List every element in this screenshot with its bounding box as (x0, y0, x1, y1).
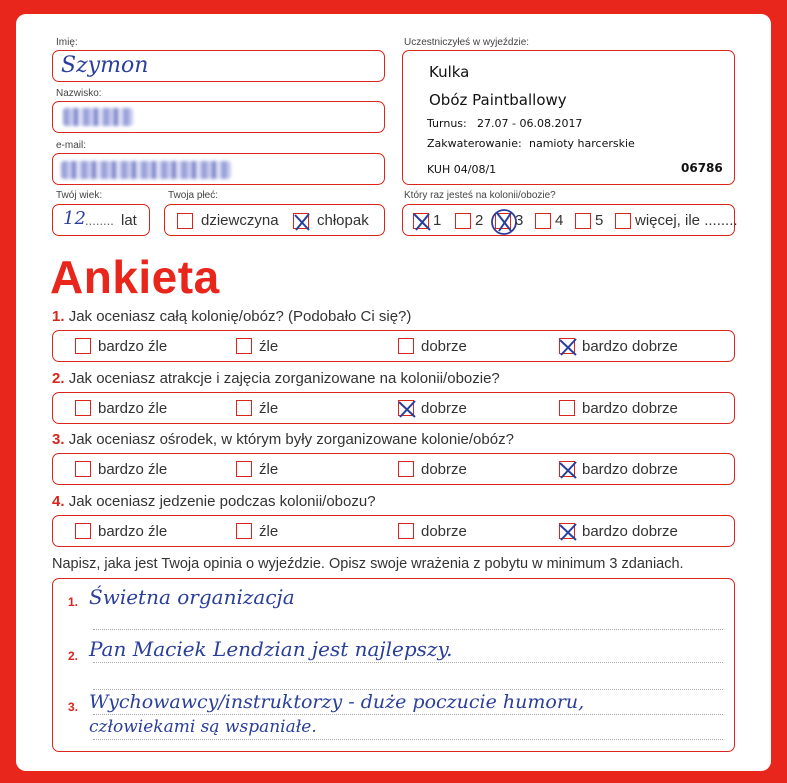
accommodation-label: Zakwaterowanie: (427, 137, 522, 150)
question-label: Jak oceniasz jedzenie podczas kolonii/obozu? (68, 493, 376, 510)
opinion-number-2: 2. (68, 649, 79, 663)
writing-line (93, 689, 723, 690)
rating-row (52, 330, 735, 362)
rating-checkbox[interactable] (398, 523, 414, 539)
opinion-line-4: człowiekami są wspaniałe. (89, 717, 317, 737)
rating-label: źle (259, 461, 279, 478)
check-mark-icon (289, 209, 315, 235)
rating-label: bardzo dobrze (582, 400, 678, 417)
rating-checkbox[interactable] (75, 338, 91, 354)
age-field[interactable] (52, 204, 150, 236)
form-number: 06786 (681, 161, 723, 175)
time-label-4: 4 (555, 212, 564, 229)
rating-checkbox[interactable] (236, 338, 252, 354)
which-time-label: Który raz jesteś na kolonii/obozie? (404, 190, 556, 201)
rating-row (52, 392, 735, 424)
accommodation-value: namioty harcerskie (529, 137, 635, 150)
rating-checkbox[interactable] (559, 400, 575, 416)
rating-checkbox[interactable] (236, 400, 252, 416)
age-label: Twój wiek: (56, 190, 103, 201)
question-number: 2. (52, 370, 65, 387)
rating-label: bardzo dobrze (582, 338, 678, 355)
camp-code: KUH 04/08/1 (427, 163, 497, 176)
opinion-line-2: Pan Maciek Lendzian jest najlepszy. (89, 637, 453, 661)
rating-label: bardzo źle (98, 523, 168, 540)
redacted-surname (63, 108, 133, 126)
question-text (52, 370, 500, 387)
time-checkbox-5[interactable] (575, 213, 591, 229)
rating-label: bardzo źle (98, 400, 168, 417)
rating-checkbox[interactable] (75, 461, 91, 477)
rating-checkbox[interactable] (398, 461, 414, 477)
rating-checkbox[interactable] (236, 461, 252, 477)
age-dots: ........ (85, 213, 114, 228)
gender-field (164, 204, 385, 236)
time-label-3: 3 (515, 212, 524, 229)
gender-label-girl: dziewczyna (201, 212, 279, 229)
rating-label: dobrze (421, 338, 467, 355)
rating-checkbox[interactable] (75, 400, 91, 416)
check-mark-icon (394, 396, 420, 422)
writing-line (93, 629, 723, 630)
opinion-box[interactable] (52, 578, 735, 752)
time-label-more: więcej, ile ........ (635, 212, 738, 229)
question-number: 1. (52, 308, 65, 325)
opinion-number-3: 3. (68, 700, 79, 714)
time-checkbox-2[interactable] (455, 213, 471, 229)
rating-checkbox[interactable] (559, 338, 575, 354)
surname-field[interactable] (52, 101, 385, 133)
question-text (52, 308, 411, 325)
opinion-number-1: 1. (68, 595, 79, 609)
rating-label: bardzo źle (98, 338, 168, 355)
opinion-line-3: Wychowawcy/instruktorzy - duże poczucie humoru, (89, 691, 585, 713)
name-handwritten: Szymon (61, 53, 149, 78)
rating-label: źle (259, 523, 279, 540)
check-mark-icon (555, 519, 581, 545)
turnus-value: 27.07 - 06.08.2017 (477, 117, 583, 130)
opinion-line-1: Świetna organizacja (89, 585, 295, 609)
time-label-5: 5 (595, 212, 604, 229)
age-handwritten: 12 (63, 208, 86, 229)
rating-label: dobrze (421, 523, 467, 540)
rating-label: dobrze (421, 461, 467, 478)
redacted-email (61, 161, 231, 179)
gender-checkbox-girl[interactable] (177, 213, 193, 229)
age-unit: lat (121, 212, 137, 229)
email-label: e-mail: (56, 140, 87, 151)
surname-label: Nazwisko: (56, 88, 102, 99)
rating-label: źle (259, 400, 279, 417)
turnus-label: Turnus: (427, 117, 467, 130)
check-mark-icon (555, 457, 581, 483)
rating-label: bardzo dobrze (582, 523, 678, 540)
participated-label: Uczestniczyłeś w wyjeździe: (404, 37, 530, 48)
name-label: Imię: (56, 37, 78, 48)
time-checkbox-4[interactable] (535, 213, 551, 229)
time-checkbox-1[interactable] (413, 213, 429, 229)
check-mark-icon (555, 334, 581, 360)
question-text (52, 431, 514, 448)
opinion-prompt: Napisz, jaka jest Twoja opinia o wyjeździe. Opisz swoje wrażenia z pobytu w minimum 3 zdaniach. (52, 556, 684, 572)
time-checkbox-more[interactable] (615, 213, 631, 229)
gender-checkbox-boy[interactable] (293, 213, 309, 229)
email-field[interactable] (52, 153, 385, 185)
rating-checkbox[interactable] (559, 523, 575, 539)
gender-label-boy: chłopak (317, 212, 369, 229)
camp-title: Obóz Paintballowy (429, 91, 567, 109)
rating-checkbox[interactable] (236, 523, 252, 539)
time-label-1: 1 (433, 212, 442, 229)
camp-name: Kulka (429, 63, 470, 81)
time-checkbox-3[interactable] (495, 213, 511, 229)
camp-info-box (402, 50, 735, 185)
check-mark-icon (409, 209, 435, 235)
question-label: Jak oceniasz ośrodek, w którym były zorganizowane kolonie/obóz? (68, 431, 514, 448)
question-number: 3. (52, 431, 65, 448)
name-field[interactable] (52, 50, 385, 82)
rating-label: dobrze (421, 400, 467, 417)
question-label: Jak oceniasz atrakcje i zajęcia zorganizowane na kolonii/obozie? (68, 370, 500, 387)
question-label: Jak oceniasz całą kolonię/obóz? (Podobało Ci się?) (68, 308, 412, 325)
rating-row (52, 515, 735, 547)
survey-heading: Ankieta (50, 251, 220, 303)
writing-line (93, 662, 723, 663)
rating-label: bardzo dobrze (582, 461, 678, 478)
time-label-2: 2 (475, 212, 484, 229)
question-number: 4. (52, 493, 65, 510)
gender-label: Twoja płeć: (168, 190, 219, 201)
rating-checkbox[interactable] (398, 400, 414, 416)
rating-checkbox[interactable] (559, 461, 575, 477)
rating-label: źle (259, 338, 279, 355)
rating-checkbox[interactable] (75, 523, 91, 539)
writing-line (93, 714, 723, 715)
which-time-field (402, 204, 738, 236)
rating-checkbox[interactable] (398, 338, 414, 354)
rating-label: bardzo źle (98, 461, 168, 478)
writing-line (93, 739, 723, 740)
question-text (52, 493, 376, 510)
rating-row (52, 453, 735, 485)
